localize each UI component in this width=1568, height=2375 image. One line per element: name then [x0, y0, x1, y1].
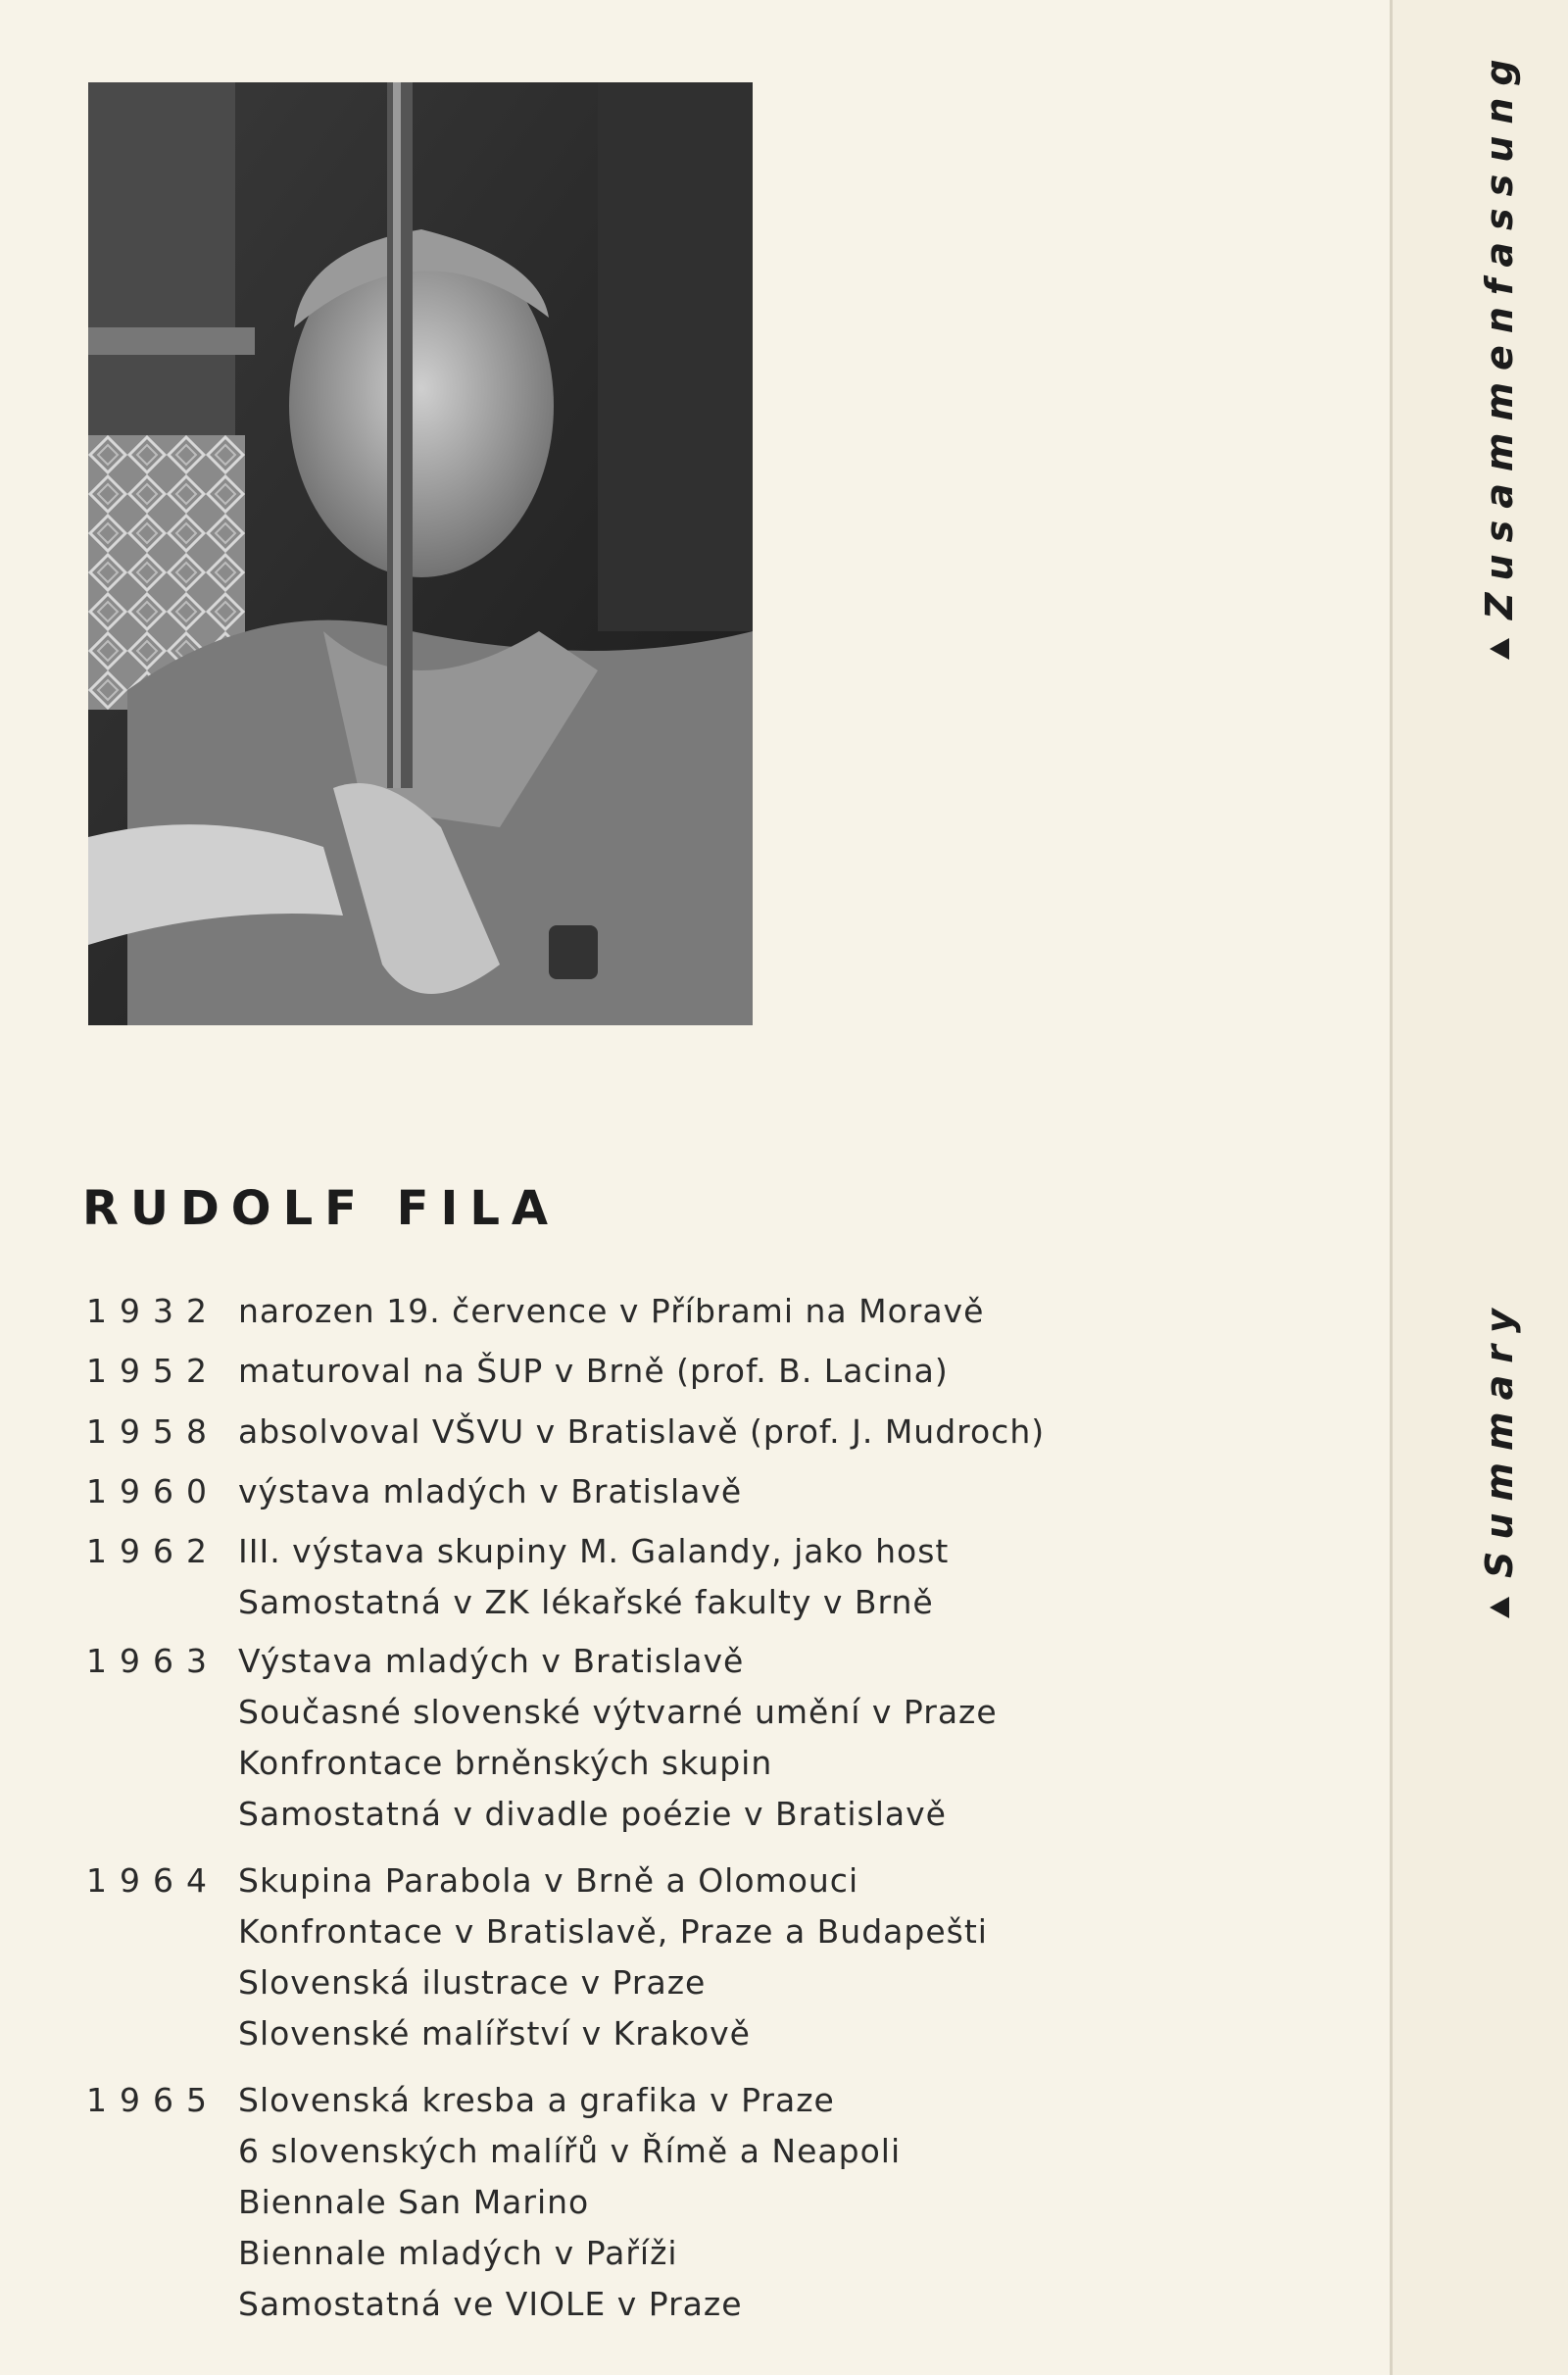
tab-zusammenfassung-label: Zusammenfassung	[1478, 47, 1521, 619]
bio-year: 1932	[86, 1292, 220, 1330]
bio-entry: absolvoval VŠVU v Bratislavě (prof. J. Mudroch)	[238, 1412, 1046, 1451]
tab-zusammenfassung[interactable]	[1478, 47, 1521, 659]
bio-year: 1960	[86, 1472, 220, 1510]
bio-entry: III. výstava skupiny M. Galandy, jako host	[238, 1532, 950, 1570]
bio-entry: Slovenská kresba a grafika v Praze	[238, 2081, 835, 2119]
bio-entry: narozen 19. července v Příbrami na Moravě	[238, 1292, 985, 1330]
bio-year: 1965	[86, 2081, 220, 2119]
triangle-up-icon	[1490, 1597, 1509, 1618]
bio-entry: výstava mladých v Bratislavě	[238, 1472, 743, 1510]
bio-entry: Samostatná ve VIOLE v Praze	[238, 2285, 743, 2323]
bio-entry: Konfrontace v Bratislavě, Praze a Budapešti	[238, 1912, 988, 1951]
bio-year: 1964	[86, 1861, 220, 1900]
bio-entry: Slovenské malířství v Krakově	[238, 2014, 751, 2053]
bio-entry: Biennale San Marino	[238, 2183, 590, 2221]
portrait-illustration	[88, 82, 753, 1025]
tab-summary[interactable]	[1478, 1297, 1521, 1617]
portrait-photo	[88, 82, 753, 1025]
bio-entry: Současné slovenské výtvarné umění v Praze	[238, 1693, 998, 1731]
artist-name: RUDOLF FILA	[82, 1181, 561, 1236]
bio-entry: Samostatná v divadle poézie v Bratislavě	[238, 1795, 947, 1833]
bio-entry: Konfrontace brněnských skupin	[238, 1744, 773, 1782]
bio-entry: Biennale mladých v Paříži	[238, 2234, 678, 2272]
bio-year: 1952	[86, 1352, 220, 1390]
bio-year: 1962	[86, 1532, 220, 1570]
bio-entry: Slovenská ilustrace v Praze	[238, 1963, 707, 2002]
tab-summary-label: Summary	[1478, 1297, 1521, 1578]
bio-entry: Výstava mladých v Bratislavě	[238, 1642, 745, 1680]
triangle-up-icon	[1490, 638, 1509, 660]
bio-entry: Samostatná v ZK lékařské fakulty v Brně	[238, 1583, 934, 1621]
bio-entry: Skupina Parabola v Brně a Olomouci	[238, 1861, 859, 1900]
bio-year: 1963	[86, 1642, 220, 1680]
bio-entry: maturoval na ŠUP v Brně (prof. B. Lacina)	[238, 1352, 949, 1390]
bio-year: 1958	[86, 1412, 220, 1451]
bio-entry: 6 slovenských malířů v Římě a Neapoli	[238, 2132, 902, 2170]
